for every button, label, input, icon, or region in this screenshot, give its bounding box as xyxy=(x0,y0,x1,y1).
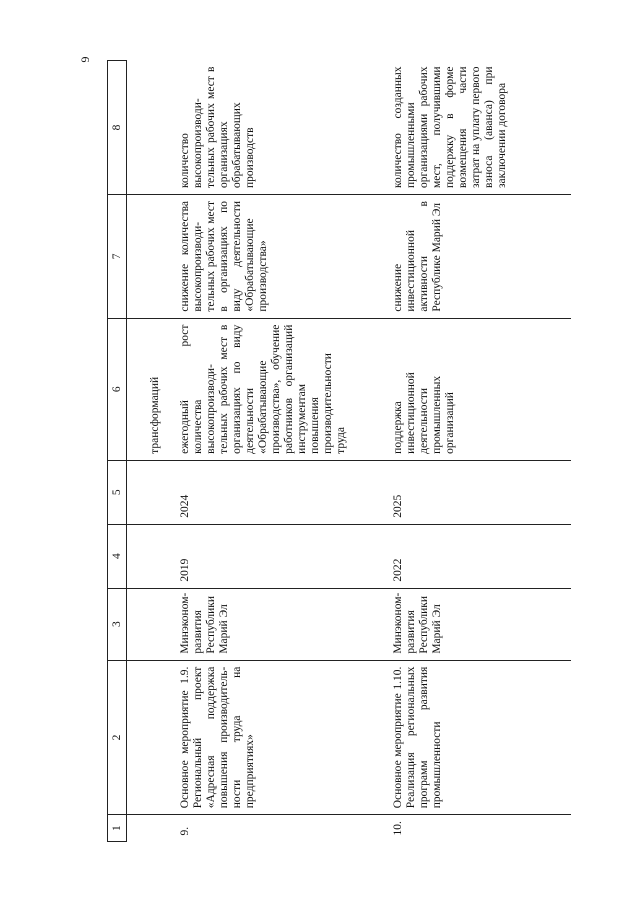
end-year: 2025 xyxy=(388,460,571,524)
col-header-7: 7 xyxy=(108,195,127,319)
start-year: 2019 xyxy=(175,524,388,588)
expected-result: ежегодный рост количества высокопроизводи-тельных рабочих мест в организациях по виду деятельности «Обрабатывающие производства», обучение работников организаций инструментам повышения производительности труда xyxy=(175,318,388,460)
table-container xyxy=(107,60,577,842)
executor: Минэконом-развития Республики Марий Эл xyxy=(175,588,388,660)
table-row xyxy=(175,61,388,842)
col-header-4: 4 xyxy=(108,524,127,588)
page-number: 6 xyxy=(78,56,93,63)
program-measures-table xyxy=(107,60,571,842)
table-header-row xyxy=(108,61,127,842)
col-header-6: 6 xyxy=(108,318,127,460)
continuation-row xyxy=(127,61,175,842)
col-header-3: 3 xyxy=(108,588,127,660)
col-header-5: 5 xyxy=(108,460,127,524)
measure-name: Основное мероприятие 1.10. Реализация региональных программ развития промышленности xyxy=(388,660,571,815)
measure-name: Основное мероприятие 1.9. Региональный проект «Адресная поддержка повышения производитель-ности труда на предприятиях» xyxy=(175,660,388,815)
non-implementation-consequence: снижение количества высокопроизводи-тельных рабочих мест в организациях по виду деятельности «Обрабатывающие производства» xyxy=(175,195,388,319)
non-implementation-consequence: снижение инвестиционной активности в Республике Марий Эл xyxy=(388,195,571,319)
table-row xyxy=(388,61,571,842)
executor: Минэконом-развития Республики Марий Эл xyxy=(388,588,571,660)
end-year: 2024 xyxy=(175,460,388,524)
continuation-text: трансформаций xyxy=(127,318,175,460)
start-year: 2022 xyxy=(388,524,571,588)
col-header-2: 2 xyxy=(108,660,127,815)
col-header-1: 1 xyxy=(108,815,127,842)
indicator-link: количество высокопроизводи-тельных рабочих мест в организациях обрабатывающих производств xyxy=(175,61,388,195)
row-number: 10. xyxy=(391,821,404,836)
expected-result: поддержка инвестиционной деятельности промышленных организаций xyxy=(388,318,571,460)
row-number: 9. xyxy=(178,826,191,836)
indicator-link: количество созданных промышленными организациями рабочих мест, получившими поддержку в форме возмещения части затрат на уплату первого взноса (аванса) при заключении договора xyxy=(388,61,571,195)
col-header-8: 8 xyxy=(108,61,127,195)
